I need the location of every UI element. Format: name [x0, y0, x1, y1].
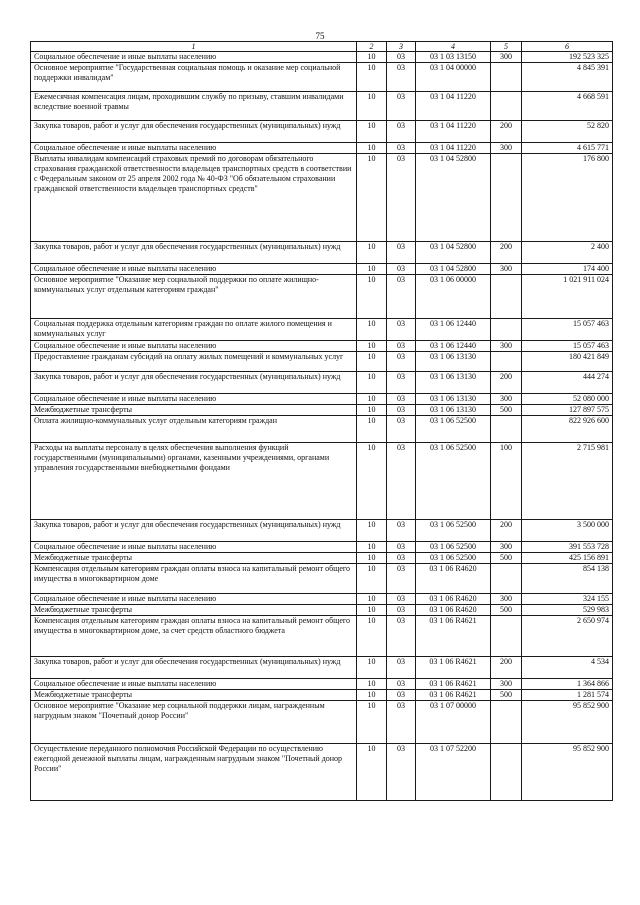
row-section-cell: 10	[357, 553, 387, 564]
row-expense-type-cell: 300	[491, 264, 522, 275]
row-subsection-cell: 03	[387, 154, 416, 242]
row-subsection-cell: 03	[387, 657, 416, 679]
row-expense-type-cell: 300	[491, 679, 522, 690]
row-subsection-cell: 03	[387, 319, 416, 341]
row-expense-type-cell	[491, 616, 522, 657]
row-section-cell: 10	[357, 605, 387, 616]
row-expense-type-cell: 200	[491, 242, 522, 264]
row-expense-type-cell: 300	[491, 594, 522, 605]
row-section-cell: 10	[357, 121, 387, 143]
row-subsection-cell: 03	[387, 594, 416, 605]
row-target-code-cell: 03 1 06 52500	[416, 416, 491, 443]
row-subsection-cell: 03	[387, 242, 416, 264]
row-section-cell: 10	[357, 657, 387, 679]
table-row	[31, 405, 613, 416]
row-name-cell: Компенсация отдельным категориям граждан оплаты взноса на капитальный ремонт общего имущества в многоквартирном доме	[31, 564, 357, 594]
row-name-cell: Закупка товаров, работ и услуг для обеспечения государственных (муниципальных) нужд	[31, 520, 357, 542]
row-target-code-cell: 03 1 06 13130	[416, 394, 491, 405]
row-subsection-cell: 03	[387, 553, 416, 564]
row-amount-cell: 4 668 591	[522, 92, 613, 121]
row-expense-type-cell: 200	[491, 520, 522, 542]
row-target-code-cell: 03 1 06 R4621	[416, 690, 491, 701]
row-expense-type-cell: 500	[491, 690, 522, 701]
row-name-cell: Компенсация отдельным категориям граждан оплаты взноса на капитальный ремонт общего имущества в многоквартирном доме, за счет средств областного бюджета	[31, 616, 357, 657]
row-expense-type-cell: 300	[491, 542, 522, 553]
row-target-code-cell: 03 1 06 R4621	[416, 657, 491, 679]
row-amount-cell: 180 421 849	[522, 352, 613, 372]
table-row	[31, 690, 613, 701]
row-subsection-cell: 03	[387, 264, 416, 275]
row-amount-cell: 2 715 981	[522, 443, 613, 520]
row-target-code-cell: 03 1 06 R4621	[416, 616, 491, 657]
table-row	[31, 352, 613, 372]
row-name-cell: Оплата жилищно-коммунальных услуг отдельным категориям граждан	[31, 416, 357, 443]
row-section-cell: 10	[357, 341, 387, 352]
row-name-cell: Осуществление переданного полномочия Российской Федерации по осуществлению ежегодной денежной выплаты лицам, награжденным нагрудным знаком "Почетный донор России"	[31, 744, 357, 801]
row-amount-cell: 192 523 325	[522, 52, 613, 63]
row-section-cell: 10	[357, 52, 387, 63]
row-target-code-cell: 03 1 06 52500	[416, 542, 491, 553]
row-target-code-cell: 03 1 06 R4620	[416, 564, 491, 594]
row-section-cell: 10	[357, 143, 387, 154]
row-section-cell: 10	[357, 690, 387, 701]
row-amount-cell: 391 553 728	[522, 542, 613, 553]
row-name-cell: Закупка товаров, работ и услуг для обеспечения государственных (муниципальных) нужд	[31, 242, 357, 264]
table-row	[31, 744, 613, 801]
row-section-cell: 10	[357, 63, 387, 92]
row-target-code-cell: 03 1 06 13130	[416, 352, 491, 372]
row-name-cell: Ежемесячная компенсация лицам, проходившим службу по призыву, ставшим инвалидами вследствие военной травмы	[31, 92, 357, 121]
table-row	[31, 319, 613, 341]
row-subsection-cell: 03	[387, 63, 416, 92]
row-amount-cell: 2 650 974	[522, 616, 613, 657]
row-target-code-cell: 03 1 06 00000	[416, 275, 491, 319]
row-target-code-cell: 03 1 06 12440	[416, 341, 491, 352]
row-name-cell: Основное мероприятие "Государственная социальная помощь и оказание мер социальной поддержки инвалидам"	[31, 63, 357, 92]
row-section-cell: 10	[357, 319, 387, 341]
table-row	[31, 553, 613, 564]
row-target-code-cell: 03 1 04 11220	[416, 143, 491, 154]
row-subsection-cell: 03	[387, 542, 416, 553]
row-amount-cell: 4 615 771	[522, 143, 613, 154]
row-amount-cell: 1 364 866	[522, 679, 613, 690]
row-name-cell: Межбюджетные трансферты	[31, 405, 357, 416]
row-subsection-cell: 03	[387, 52, 416, 63]
row-name-cell: Предоставление гражданам субсидий на оплату жилых помещений и коммунальных услуг	[31, 352, 357, 372]
row-target-code-cell: 03 1 07 52200	[416, 744, 491, 801]
row-amount-cell: 95 852 900	[522, 701, 613, 744]
row-expense-type-cell: 200	[491, 372, 522, 394]
row-amount-cell: 1 021 911 024	[522, 275, 613, 319]
row-section-cell: 10	[357, 394, 387, 405]
table-row	[31, 394, 613, 405]
row-amount-cell: 176 800	[522, 154, 613, 242]
row-target-code-cell: 03 1 04 11220	[416, 121, 491, 143]
row-expense-type-cell: 500	[491, 405, 522, 416]
row-section-cell: 10	[357, 372, 387, 394]
row-expense-type-cell	[491, 63, 522, 92]
row-target-code-cell: 03 1 06 13130	[416, 372, 491, 394]
table-row	[31, 275, 613, 319]
table-header-row	[31, 42, 613, 52]
row-subsection-cell: 03	[387, 701, 416, 744]
row-section-cell: 10	[357, 154, 387, 242]
row-name-cell: Основное мероприятие "Оказание мер социальной поддержки по оплате жилищно-коммунальных услуг отдельным категориям граждан"	[31, 275, 357, 319]
row-section-cell: 10	[357, 679, 387, 690]
row-target-code-cell: 03 1 06 R4620	[416, 605, 491, 616]
row-amount-cell: 52 080 000	[522, 394, 613, 405]
row-target-code-cell: 03 1 04 52800	[416, 242, 491, 264]
row-target-code-cell: 03 1 06 R4621	[416, 679, 491, 690]
row-target-code-cell: 03 1 06 R4620	[416, 594, 491, 605]
row-section-cell: 10	[357, 275, 387, 319]
row-target-code-cell: 03 1 04 00000	[416, 63, 491, 92]
row-section-cell: 10	[357, 92, 387, 121]
budget-table	[30, 41, 613, 801]
table-row	[31, 92, 613, 121]
row-section-cell: 10	[357, 701, 387, 744]
row-amount-cell: 1 281 574	[522, 690, 613, 701]
row-amount-cell: 854 138	[522, 564, 613, 594]
row-amount-cell: 127 897 575	[522, 405, 613, 416]
row-subsection-cell: 03	[387, 121, 416, 143]
row-amount-cell: 2 400	[522, 242, 613, 264]
table-row	[31, 564, 613, 594]
row-subsection-cell: 03	[387, 690, 416, 701]
row-section-cell: 10	[357, 520, 387, 542]
row-name-cell: Закупка товаров, работ и услуг для обеспечения государственных (муниципальных) нужд	[31, 121, 357, 143]
row-name-cell: Межбюджетные трансферты	[31, 605, 357, 616]
row-target-code-cell: 03 1 04 11220	[416, 92, 491, 121]
row-name-cell: Социальное обеспечение и иные выплаты населению	[31, 679, 357, 690]
row-expense-type-cell	[491, 92, 522, 121]
table-row	[31, 616, 613, 657]
row-amount-cell: 52 820	[522, 121, 613, 143]
table-row	[31, 701, 613, 744]
table-row	[31, 63, 613, 92]
row-section-cell: 10	[357, 242, 387, 264]
row-amount-cell: 15 057 463	[522, 341, 613, 352]
row-expense-type-cell: 300	[491, 52, 522, 63]
row-amount-cell: 324 155	[522, 594, 613, 605]
row-subsection-cell: 03	[387, 405, 416, 416]
table-row	[31, 143, 613, 154]
row-target-code-cell: 03 1 04 52800	[416, 154, 491, 242]
column-header: 2	[357, 42, 387, 52]
row-expense-type-cell: 500	[491, 605, 522, 616]
table-row	[31, 242, 613, 264]
row-expense-type-cell	[491, 701, 522, 744]
row-expense-type-cell: 100	[491, 443, 522, 520]
row-subsection-cell: 03	[387, 275, 416, 319]
table-row	[31, 605, 613, 616]
row-subsection-cell: 03	[387, 564, 416, 594]
row-target-code-cell: 03 1 03 13150	[416, 52, 491, 63]
row-expense-type-cell: 500	[491, 553, 522, 564]
row-section-cell: 10	[357, 405, 387, 416]
row-amount-cell: 529 983	[522, 605, 613, 616]
row-target-code-cell: 03 1 06 12440	[416, 319, 491, 341]
row-expense-type-cell	[491, 564, 522, 594]
row-expense-type-cell	[491, 352, 522, 372]
row-expense-type-cell	[491, 416, 522, 443]
row-subsection-cell: 03	[387, 372, 416, 394]
row-subsection-cell: 03	[387, 341, 416, 352]
row-expense-type-cell: 200	[491, 657, 522, 679]
row-expense-type-cell	[491, 275, 522, 319]
row-name-cell: Социальное обеспечение и иные выплаты населению	[31, 594, 357, 605]
row-name-cell: Межбюджетные трансферты	[31, 553, 357, 564]
row-section-cell: 10	[357, 416, 387, 443]
row-name-cell: Социальное обеспечение и иные выплаты населению	[31, 264, 357, 275]
row-name-cell: Социальное обеспечение и иные выплаты населению	[31, 341, 357, 352]
row-amount-cell: 95 852 900	[522, 744, 613, 801]
row-amount-cell: 444 274	[522, 372, 613, 394]
row-amount-cell: 3 500 000	[522, 520, 613, 542]
row-expense-type-cell: 300	[491, 341, 522, 352]
row-amount-cell: 425 156 891	[522, 553, 613, 564]
row-section-cell: 10	[357, 594, 387, 605]
table-row	[31, 372, 613, 394]
row-name-cell: Социальное обеспечение и иные выплаты населению	[31, 143, 357, 154]
row-subsection-cell: 03	[387, 605, 416, 616]
row-target-code-cell: 03 1 06 52500	[416, 520, 491, 542]
row-subsection-cell: 03	[387, 443, 416, 520]
table-row	[31, 121, 613, 143]
row-expense-type-cell	[491, 744, 522, 801]
row-amount-cell: 4 534	[522, 657, 613, 679]
row-subsection-cell: 03	[387, 394, 416, 405]
column-header: 4	[416, 42, 491, 52]
row-subsection-cell: 03	[387, 92, 416, 121]
row-amount-cell: 174 400	[522, 264, 613, 275]
row-subsection-cell: 03	[387, 416, 416, 443]
row-expense-type-cell	[491, 319, 522, 341]
row-name-cell: Социальное обеспечение и иные выплаты населению	[31, 542, 357, 553]
row-target-code-cell: 03 1 06 52500	[416, 553, 491, 564]
column-header: 1	[31, 42, 357, 52]
column-header: 5	[491, 42, 522, 52]
row-section-cell: 10	[357, 264, 387, 275]
table-row	[31, 657, 613, 679]
row-target-code-cell: 03 1 04 52800	[416, 264, 491, 275]
row-name-cell: Социальная поддержка отдельным категориям граждан по оплате жилого помещения и коммунальных услуг	[31, 319, 357, 341]
row-target-code-cell: 03 1 06 52500	[416, 443, 491, 520]
column-header: 3	[387, 42, 416, 52]
row-section-cell: 10	[357, 616, 387, 657]
table-row	[31, 520, 613, 542]
row-amount-cell: 15 057 463	[522, 319, 613, 341]
row-name-cell: Основное мероприятие "Оказание мер социальной поддержки лицам, награжденным нагрудным знаком "Почетный донор России"	[31, 701, 357, 744]
row-subsection-cell: 03	[387, 520, 416, 542]
row-target-code-cell: 03 1 06 13130	[416, 405, 491, 416]
row-name-cell: Межбюджетные трансферты	[31, 690, 357, 701]
table-row	[31, 416, 613, 443]
row-section-cell: 10	[357, 352, 387, 372]
row-target-code-cell: 03 1 07 00000	[416, 701, 491, 744]
row-section-cell: 10	[357, 744, 387, 801]
row-expense-type-cell: 300	[491, 143, 522, 154]
table-row	[31, 594, 613, 605]
page-number: 75	[315, 31, 325, 41]
row-expense-type-cell	[491, 154, 522, 242]
column-header: 6	[522, 42, 613, 52]
row-name-cell: Расходы на выплаты персоналу в целях обеспечения выполнения функций государственными (муниципальными) органами, казенными учреждениями, органами управления государственными внебюджетными фондами	[31, 443, 357, 520]
row-subsection-cell: 03	[387, 352, 416, 372]
table-row	[31, 341, 613, 352]
row-name-cell: Выплаты инвалидам компенсаций страховых премий по договорам обязательного страхования гражданской ответственности владельцев транспортных средств в соответствии с Федеральным законом от 25 апреля 2002 года № 40-ФЗ "Об обязательном страховании гражданской ответственности владельцев транспортных средств"	[31, 154, 357, 242]
table-row	[31, 443, 613, 520]
row-expense-type-cell: 300	[491, 394, 522, 405]
row-subsection-cell: 03	[387, 744, 416, 801]
table-row	[31, 52, 613, 63]
table-row	[31, 542, 613, 553]
row-name-cell: Социальное обеспечение и иные выплаты населению	[31, 394, 357, 405]
row-name-cell: Закупка товаров, работ и услуг для обеспечения государственных (муниципальных) нужд	[31, 372, 357, 394]
table-row	[31, 679, 613, 690]
row-amount-cell: 822 926 600	[522, 416, 613, 443]
row-name-cell: Социальное обеспечение и иные выплаты населению	[31, 52, 357, 63]
row-section-cell: 10	[357, 443, 387, 520]
row-section-cell: 10	[357, 564, 387, 594]
row-subsection-cell: 03	[387, 679, 416, 690]
row-expense-type-cell: 200	[491, 121, 522, 143]
row-subsection-cell: 03	[387, 616, 416, 657]
row-name-cell: Закупка товаров, работ и услуг для обеспечения государственных (муниципальных) нужд	[31, 657, 357, 679]
table-row	[31, 264, 613, 275]
row-amount-cell: 4 845 391	[522, 63, 613, 92]
row-section-cell: 10	[357, 542, 387, 553]
row-subsection-cell: 03	[387, 143, 416, 154]
table-row	[31, 154, 613, 242]
